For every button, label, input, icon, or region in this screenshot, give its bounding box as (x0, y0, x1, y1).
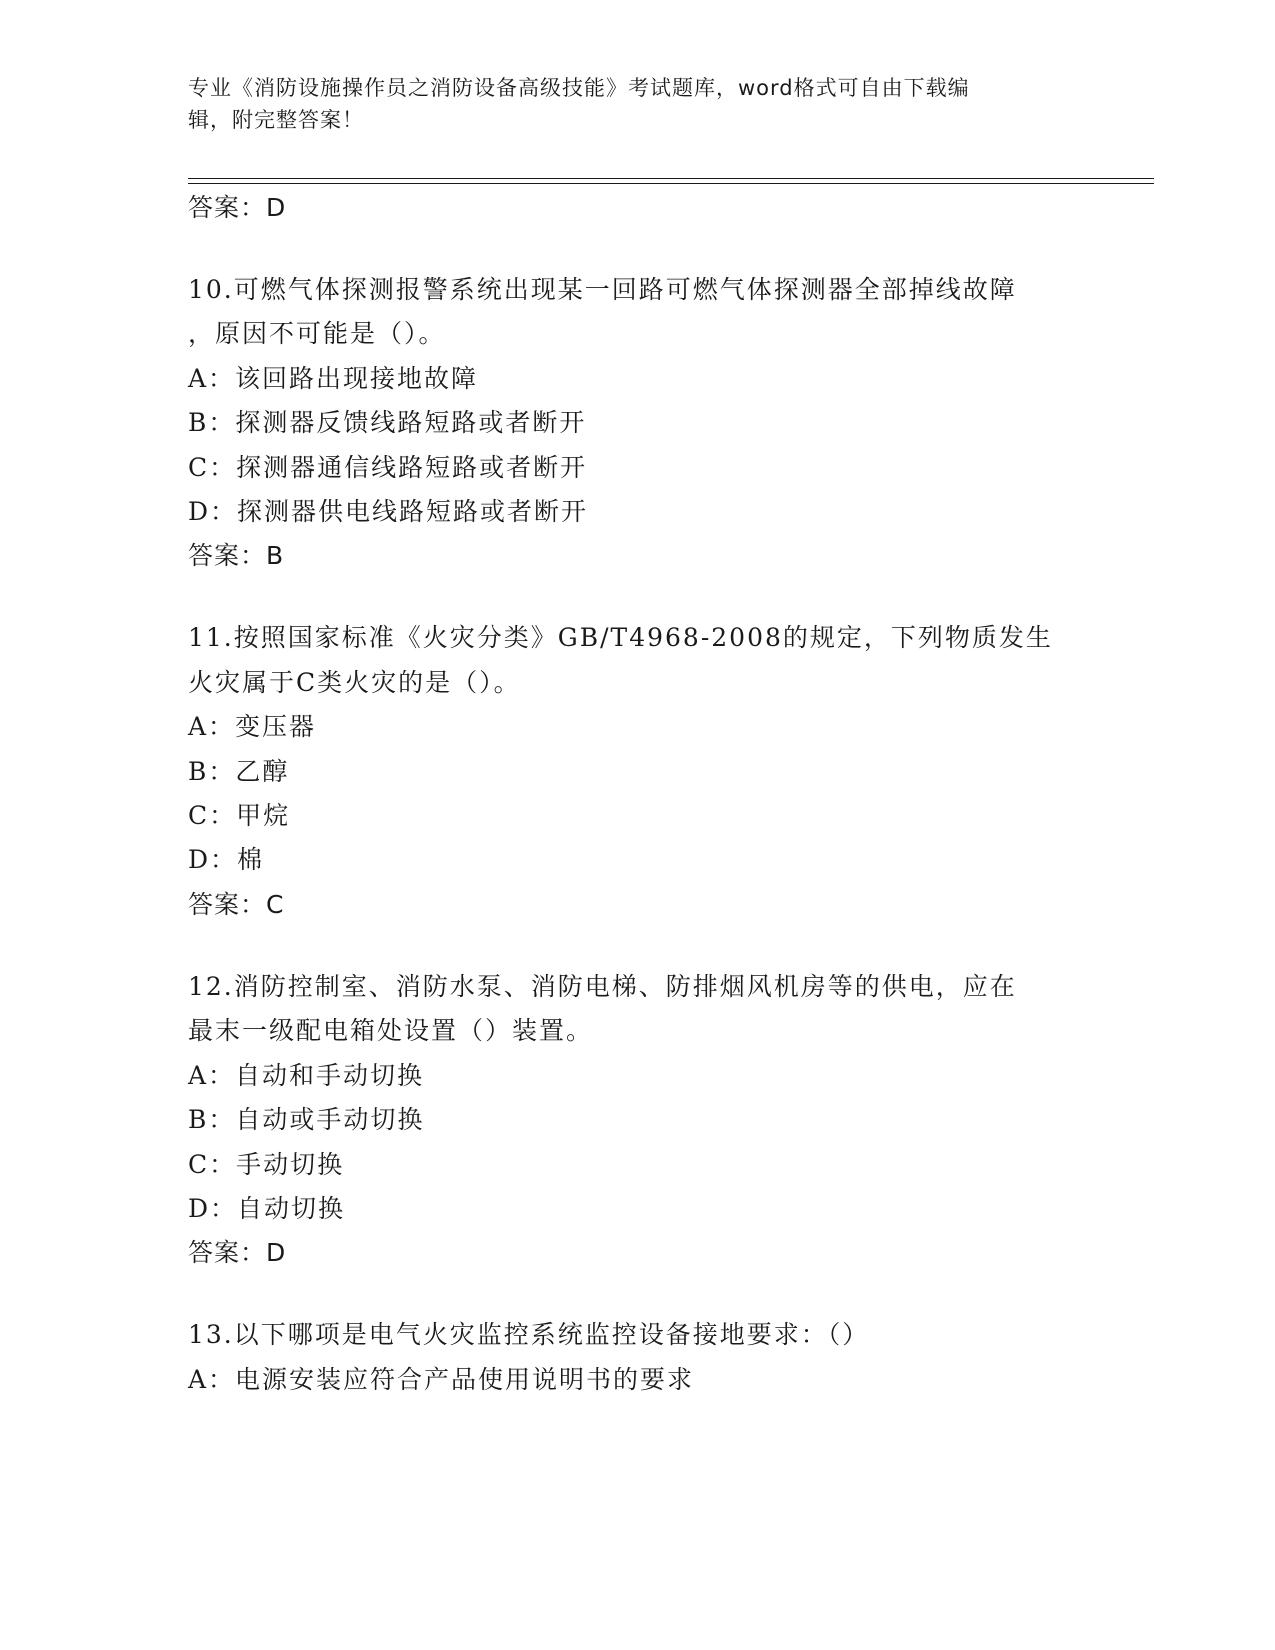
question-10-stem-line-1: 10.可燃气体探测报警系统出现某一回路可燃气体探测器全部掉线故障 (188, 275, 1017, 304)
question-10-answer: 答案：B (188, 541, 285, 570)
question-12-stem-line-2: 最末一级配电箱处设置（）装置。 (188, 1016, 594, 1045)
header-rule-bottom (188, 183, 1154, 184)
question-11-option-d: D：棉 (188, 845, 265, 874)
answer-previous: 答案：D (188, 193, 287, 222)
question-12-option-c: C：手动切换 (188, 1150, 345, 1179)
question-12-option-d: D：自动切换 (188, 1194, 346, 1223)
question-12-option-b: B：自动或手动切换 (188, 1105, 425, 1134)
question-10-option-d: D：探测器供电线路短路或者断开 (188, 497, 589, 526)
question-13-stem-line-1: 13.以下哪项是电气火灾监控系统监控设备接地要求：（） (188, 1320, 870, 1349)
question-11-option-b: B：乙醇 (188, 757, 290, 786)
question-12-option-a: A：自动和手动切换 (188, 1061, 425, 1090)
question-10-option-a: A：该回路出现接地故障 (188, 364, 479, 393)
question-11-stem-line-1: 11.按照国家标准《火灾分类》GB/T4968-2008的规定，下列物质发生 (188, 623, 1053, 652)
question-11-stem-line-2: 火灾属于C类火灾的是（）。 (188, 668, 521, 697)
question-12-stem-line-1: 12.消防控制室、消防水泵、消防电梯、防排烟风机房等的供电，应在 (188, 972, 1017, 1001)
question-10-stem-line-2: ，原因不可能是（）。 (188, 319, 446, 348)
question-10-option-b: B：探测器反馈线路短路或者断开 (188, 408, 587, 437)
document-header (188, 72, 1068, 136)
header-line-1: 专业《消防设施操作员之消防设备高级技能》考试题库，word格式可自由下载编 (188, 76, 970, 100)
question-10-option-c: C：探测器通信线路短路或者断开 (188, 453, 588, 482)
question-12-answer: 答案：D (188, 1238, 287, 1267)
header-rule-top (188, 178, 1154, 179)
question-11-option-c: C：甲烷 (188, 801, 291, 830)
question-11-answer: 答案：C (188, 890, 285, 919)
question-11-option-a: A：变压器 (188, 712, 317, 741)
question-13-option-a: A：电源安装应符合产品使用说明书的要求 (188, 1365, 695, 1394)
header-line-2: 辑，附完整答案！ (188, 108, 364, 132)
